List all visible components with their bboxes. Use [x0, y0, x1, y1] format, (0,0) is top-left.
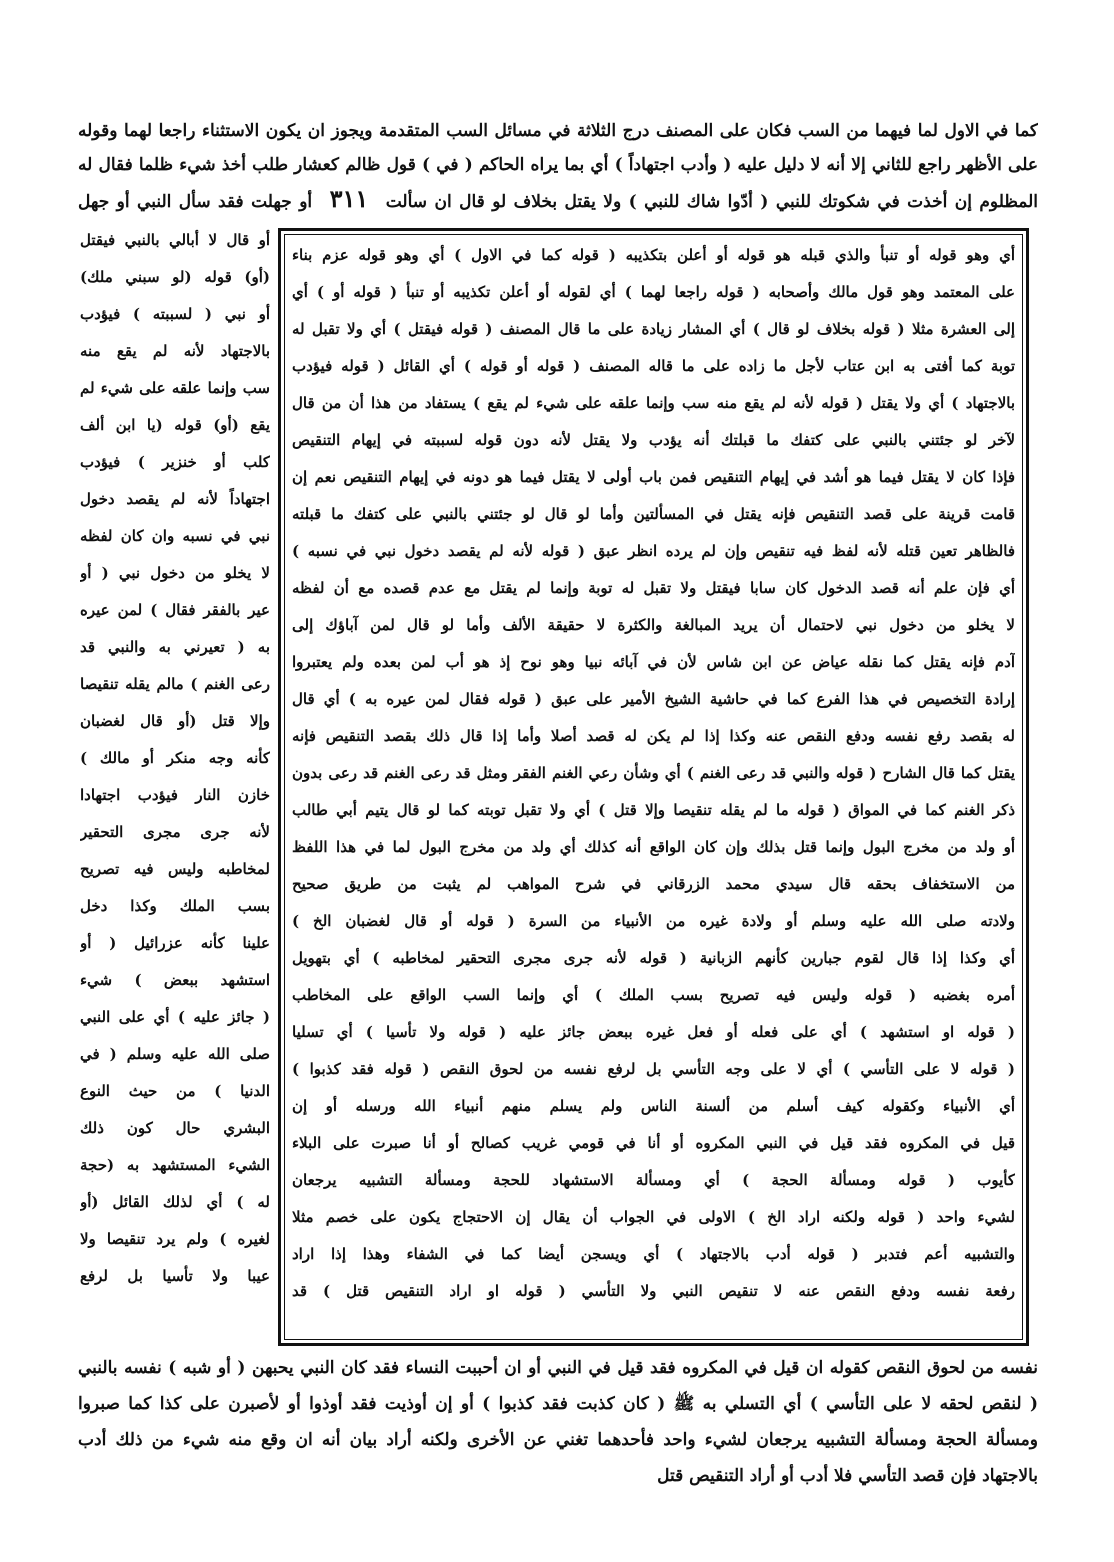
main-text-side-line: له ) أي لذلك القائل (أو — [80, 1193, 270, 1211]
commentary-line: يقتل كما قال الشارح ( قوله والنبي قد رعى الغنم ) أي وشأن رعي الغنم الفقر ومثل قد رعى الغنم قد رعى بدون — [292, 764, 1015, 782]
commentary-line: أي وكذا إذا قال لقوم جبارين كأنهم الزبانية ( قوله لأنه جرى مجرى التحقير لمخاطبه ) أي بتهويل — [292, 949, 1015, 967]
top-text-line-2: على الأظهر راجع للثاني إلا أنه لا دليل عليه ( وأدب اجتهاداً ) أي بما يراه الحاكم ( في ) قول ظالم كعشار طلب أخذ شيء ظلما فقال له — [78, 155, 1038, 175]
main-text-side-line: لأنه جرى مجرى التحقير — [80, 823, 270, 841]
main-text-side-line: سب وإنما علقه على شيء لم — [80, 379, 270, 397]
commentary-line: إرادة التخصيص في هذا الفرع كما في حاشية الشيخ الأمير على عبق ( قوله فقال لمن عيره به ) أي قال — [292, 690, 1015, 708]
commentary-line: بالاجتهاد ) أي ولا يقتل ( قوله لأنه لم يقع منه سب وإنما علقه على شيء لم يقع ) يستفاد من هذا أن من قال — [292, 394, 1015, 412]
main-text-side-line: وإلا قتل (أو قال لغضبان — [80, 712, 270, 730]
commentary-line: أي وهو قوله أو تنبأ والذي قبله هو قوله أو أعلن بتكذيبه ( قوله كما في الاول ) أي وهو قوله عزم بناء — [292, 246, 1015, 264]
main-text-side-line: لمخاطبه وليس فيه تصريح — [80, 860, 270, 878]
commentary-line: قيل في المكروه فقد قيل في النبي المكروه أو أنا في قومي غريب كصالح أو أنا صبرت على البلاء — [292, 1134, 1015, 1152]
header-text-before-number: المظلوم إن أخذت في شكوتك للنبي ( أدّوا شاك للنبي ) ولا يقتل بخلاف لو قال ان سألت — [385, 192, 1038, 212]
commentary-line: قامت قرينة على قصد التنقيص فإنه يقتل في المسألتين وأما لو قال لو جئتني بالنبي على كتفك ما قبلته — [292, 505, 1015, 523]
main-text-side-line: عيبا ولا تأسيا بل لرفع — [80, 1267, 270, 1285]
commentary-line: كأيوب ( قوله ومسألة الحجة ) أي ومسألة الاستشهاد للحجة ومسألة التشبيه يرجعان — [292, 1171, 1015, 1189]
commentary-line: أو ولد من مخرج البول وإنما قتل بذلك وإن كان الواقع أنه كذلك أي ولد من مخرج البول لما في هذا اللفظ — [292, 838, 1015, 856]
main-text-side-line: لغيره ) ولم يرد تنقيصا ولا — [80, 1230, 270, 1248]
commentary-line: ( قوله لا على التأسي ) أي لا على وجه التأسي بل لرفع نفسه من لحوق النقص ( قوله فقد كذبوا ) — [292, 1060, 1015, 1078]
main-text-side-line: كلب أو خنزير ) فيؤدب — [80, 453, 270, 471]
main-text-side-line: نبي في نسبه وان كان لفظه — [80, 527, 270, 545]
main-text-side-line: استشهد ببعض ) شيء — [80, 971, 270, 989]
main-text-side-line: الدنيا ) من حيث النوع — [80, 1082, 270, 1100]
header-text-after-number: أو جهلت فقد سأل النبي أو جهل — [78, 192, 313, 212]
bottom-text-line-3: ومسألة الحجة ومسألة التشبيه يرجعان لشيء واحد فأحدهما تغني عن الأخرى ولكنه أراد بيان أنه ان وقع منه شيء من ذلك أدب — [78, 1430, 1038, 1450]
commentary-line: فالظاهر تعين قتله لأنه لفظ فيه تنقيص وإن لم يرده انظر عبق ( قوله لأنه لم يقصد دخول نبي في نسبه ) — [292, 542, 1015, 560]
main-text-side-line: علينا كأنه عزرائيل ( أو — [80, 934, 270, 952]
main-text-side-line: بالاجتهاد لأنه لم يقع منه — [80, 342, 270, 360]
commentary-line: توبة كما أفتى به ابن عتاب لأجل ما زاده على ما قاله المصنف ( قوله أو قوله ) أي القائل ( قوله فيؤدب — [292, 357, 1015, 375]
commentary-line: أي فإن علم أنه قصد الدخول كان سابا فيقتل ولا تقبل له توبة وإنما لم يقتل مع عدم قصده مع أن لفظه — [292, 579, 1015, 597]
commentary-line: لشيء واحد ( قوله ولكنه اراد الخ ) الاولى في الجواب أن يقال إن الاحتجاج يكون على خصم مثلا — [292, 1208, 1015, 1226]
main-text-side-line: عير بالفقر فقال ) لمن عيره — [80, 601, 270, 619]
commentary-line: لا يخلو من دخول نبي لاحتمال أن يريد المبالغة والكثرة لا حقيقة الألف وأما لو قال لمن آباؤك إلى — [292, 616, 1015, 634]
main-text-side-line: خازن النار فيؤدب اجتهادا — [80, 786, 270, 804]
commentary-line: أمره بغضبه ( قوله وليس فيه تصريح بسب الملك ) أي وإنما السب الواقع على المخاطب — [292, 986, 1015, 1004]
commentary-line: ( قوله او استشهد ) أي على فعله أو فعل غيره ببعض جائز عليه ( قوله ولا تأسيا ) أي تسليا — [292, 1023, 1015, 1041]
commentary-line: له بقصد رفع نفسه ودفع النقص عنه وكذا إذا لم يكن له قصد أصلا وأما إذا قال ذلك بقصد التنقيص فإنه — [292, 727, 1015, 745]
bottom-text-line-4: بالاجتهاد فإن قصد التأسي فلا أدب أو أراد التنقيص قتل — [657, 1466, 1038, 1486]
commentary-line: ولادته صلى الله عليه وسلم أو ولادة غيره من الأنبياء من السرة ( قوله أو قال لغضبان الخ ) — [292, 912, 1015, 930]
commentary-line: رفعة نفسه ودفع النقص عنه لا تنقيص النبي ولا التأسي ( قوله او اراد التنقيص قتل ) قد — [292, 1282, 1015, 1300]
main-text-side-line: ( جائز عليه ) أي على النبي — [80, 1008, 270, 1026]
commentary-line: لآخر لو جئتني بالنبي على كتفك ما قبلتك أنه يؤدب ولا يقتل لأنه دون قوله لسببته في إيهام التنقيص — [292, 431, 1015, 449]
bottom-text-line-2: ( لنقص لحقه لا على التأسي ) أي التسلي به ﷺ ( كان كذبت فقد كذبوا ) أو إن أوذيت فقد أوذوا أو لأصبرن على كذا كما صبروا — [78, 1394, 1038, 1414]
main-text-side-line: البشري حال كون ذلك — [80, 1119, 270, 1137]
bottom-text-line-1: نفسه من لحوق النقص كقوله ان قيل في المكروه فقد قيل في النبي أو ان أحببت النساء فقد كان النبي يحبهن ( أو شبه ) نفسه بالنبي — [78, 1358, 1038, 1378]
top-text-line-1: كما في الاول لما فيهما من السب فكان على المصنف درج الثلاثة في مسائل السب المتقدمة ويجوز ان يكون الاستثناء راجعا لهما وقوله — [78, 121, 1038, 141]
commentary-line: آدم فإنه يقتل كما نقله عياض عن ابن شاس لأن في آبائه نبيا وهو نوح إذ هو أب لمن بعده ولم يعتبروا — [292, 653, 1015, 671]
main-text-side-line: لا يخلو من دخول نبي ( أو — [80, 564, 270, 582]
main-text-side-line: الشيء المستشهد به (حجة — [80, 1156, 270, 1174]
main-text-side-line: صلى الله عليه وسلم ( في — [80, 1045, 270, 1063]
page-number: ٣١١ — [329, 185, 369, 213]
main-text-side-line: رعى الغنم ) مالم يقله تنقيصا — [80, 675, 270, 693]
main-text-side-line: بسب الملك وكذا دخل — [80, 897, 270, 915]
commentary-line: ذكر الغنم كما في المواق ( قوله ما لم يقله تنقيصا وإلا قتل ) أي ولا تقبل توبته كما لو قال يتيم أبي طالب — [292, 801, 1015, 819]
commentary-line: فإذا كان لا يقتل فيما هو أشد في إيهام التنقيص فمن باب أولى لا يقتل فيما هو دونه في إيهام التنقيص نعم إن — [292, 468, 1015, 486]
main-text-side-line: (أو) قوله (لو سبني ملك) — [80, 268, 270, 286]
commentary-line: من الاستخفاف بحقه قال سيدي محمد الزرقاني في شرح المواهب لم يثبت من طريق صحيح — [292, 875, 1015, 893]
commentary-line: والتشبيه أعم فتدبر ( قوله أدب بالاجتهاد ) أي ويسجن أيضا كما في الشفاء وهذا إذا اراد — [292, 1245, 1015, 1263]
main-text-side-line: يقع (أو) قوله (يا ابن ألف — [80, 416, 270, 434]
main-text-side-line: كأنه وجه منكر أو مالك ) — [80, 749, 270, 767]
main-text-side-line: به ( تعيرني به والنبي قد — [80, 638, 270, 656]
header-line — [78, 185, 1038, 213]
main-text-side-line: أو قال لا أبالي بالنبي فيقتل — [80, 231, 270, 249]
commentary-line: على المعتمد وهو قول مالك وأصحابه ( قوله راجعا لهما ) أي لقوله أو أعلن تكذيبه أو تنبأ ( قوله أو ) أي — [292, 283, 1015, 301]
main-text-side-line: اجتهاداً لأنه لم يقصد دخول — [80, 490, 270, 508]
main-text-side-line: أو نبي ( لسببته ) فيؤدب — [80, 305, 270, 323]
commentary-line: إلى العشرة مثلا ( قوله بخلاف لو قال ) أي المشار زيادة على ما قال المصنف ( قوله فيقتل ) أي ولا تقبل له — [292, 320, 1015, 338]
commentary-line: أي الأنبياء وكقوله كيف أسلم من ألسنة الناس ولم يسلم منهم أنبياء الله ورسله أو إن — [292, 1097, 1015, 1115]
